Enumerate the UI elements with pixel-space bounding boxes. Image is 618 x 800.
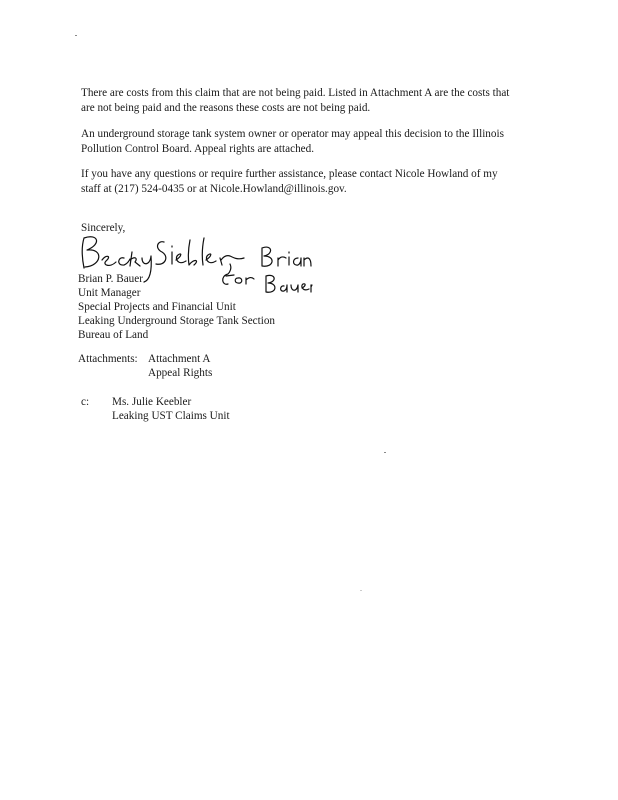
signatory-bureau: Bureau of Land [78,329,149,341]
closing: Sincerely, [81,222,126,234]
cc-unit: Leaking UST Claims Unit [112,410,230,422]
appeal-paragraph [81,127,541,156]
signatory-unit: Special Projects and Financial Unit [78,301,236,313]
contact-paragraph [81,167,541,196]
cc-label: c: [81,396,90,408]
costs-line-2: are not being paid and the reasons these costs are not being paid. [81,101,371,114]
signatory-section: Leaking Underground Storage Tank Section [78,315,276,327]
contact-line-1: If you have any questions or require further assistance, please contact Nicole Howland of my [81,168,498,180]
signatory-name: Brian P. Bauer [78,273,143,285]
costs-line-1: There are costs from this claim that are not being paid. Listed in Attachment A are the costs that [81,87,510,99]
scan-speck [384,452,386,453]
signatory-title: Unit Manager [78,287,141,299]
appeal-line-1: An underground storage tank system owner or operator may appeal this decision to the Illinois [81,128,504,140]
contact-line-2: staff at (217) 524-0435 or at Nicole.Howland@illinois.gov. [81,182,347,195]
cc-name: Ms. Julie Keebler [112,396,192,408]
scan-speck [75,35,77,36]
attachments-label: Attachments: [78,353,138,365]
appeal-line-2: Pollution Control Board. Appeal rights are attached. [81,142,315,155]
costs-paragraph [81,86,541,115]
scan-speck [360,590,362,591]
attachment-item: Appeal Rights [148,367,213,379]
attachment-item: Attachment A [148,353,211,365]
